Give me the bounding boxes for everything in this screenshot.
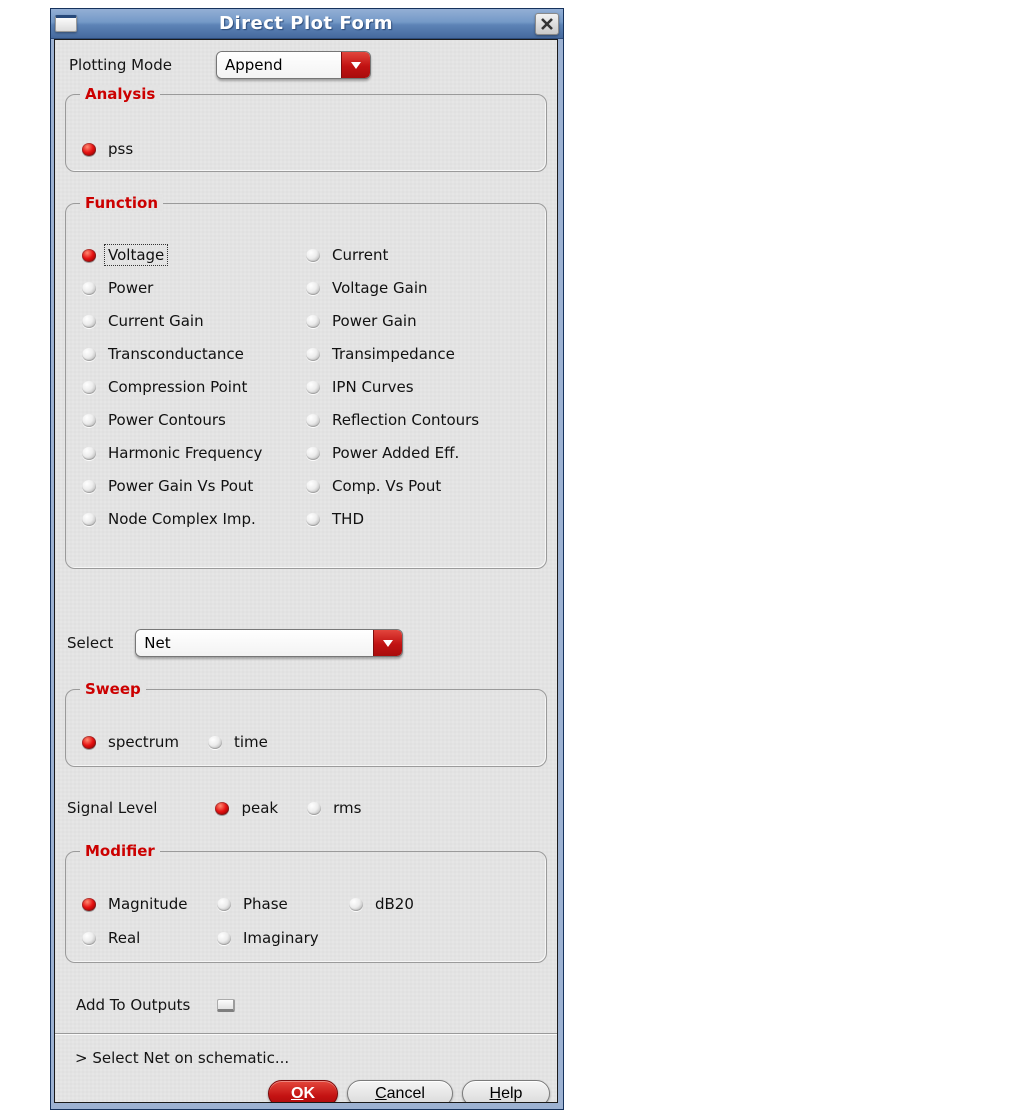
function-radio-option[interactable]: [306, 509, 546, 529]
radio-label: IPN Curves: [332, 378, 414, 396]
radio-label: Voltage: [105, 245, 167, 265]
add-to-outputs-label: Add To Outputs: [76, 996, 191, 1014]
sweep-radio-option[interactable]: [208, 732, 271, 752]
sweep-groupbox: [65, 680, 547, 767]
separator: [55, 1033, 557, 1035]
radio-label: Harmonic Frequency: [108, 444, 263, 462]
radio-icon: [82, 513, 96, 526]
close-icon: [540, 17, 554, 31]
radio-icon: [306, 348, 320, 361]
select-value: Net: [136, 630, 373, 656]
chevron-down-icon: [351, 62, 361, 74]
radio-label: Compression Point: [108, 378, 248, 396]
cancel-button-mnemonic: C: [375, 1084, 387, 1102]
radio-icon: [349, 898, 363, 911]
add-to-outputs-row: [76, 996, 557, 1014]
function-radio-option[interactable]: [82, 377, 306, 397]
function-radio-option[interactable]: [82, 311, 306, 331]
radio-label: Voltage Gain: [332, 279, 428, 297]
window-title: Direct Plot Form: [219, 13, 393, 34]
analysis-options: [66, 95, 546, 159]
plotting-mode-dropdown[interactable]: [216, 51, 371, 79]
function-options: [66, 204, 546, 529]
radio-label: Comp. Vs Pout: [332, 477, 442, 495]
radio-icon: [215, 802, 229, 815]
modifier-options: [66, 852, 546, 948]
radio-icon: [82, 480, 96, 493]
signal-level-row: [67, 798, 557, 818]
radio-label: pss: [108, 140, 134, 158]
function-radio-option[interactable]: [82, 476, 306, 496]
radio-label: Power: [108, 279, 154, 297]
function-radio-option[interactable]: [82, 278, 306, 298]
radio-label: Transconductance: [108, 345, 244, 363]
function-radio-option[interactable]: [82, 509, 306, 529]
sweep-radio-option[interactable]: [82, 732, 182, 752]
ok-button[interactable]: [268, 1080, 338, 1103]
function-radio-option[interactable]: [306, 278, 546, 298]
radio-label: Current Gain: [108, 312, 204, 330]
radio-label: Reflection Contours: [332, 411, 480, 429]
radio-label: time: [233, 733, 268, 751]
radio-label: dB20: [375, 895, 414, 913]
select-dropdown-button[interactable]: [373, 630, 402, 656]
plotting-mode-row: [69, 51, 557, 79]
select-label: Select: [67, 634, 114, 652]
close-button[interactable]: [535, 13, 559, 35]
modifier-radio-option[interactable]: [82, 928, 217, 948]
chevron-down-icon: [383, 640, 393, 652]
help-button[interactable]: [462, 1080, 550, 1103]
window-menu-icon[interactable]: [55, 15, 77, 32]
radio-label: THD: [332, 510, 364, 528]
radio-label: Imaginary: [243, 929, 319, 947]
radio-label: Current: [332, 246, 389, 264]
radio-icon: [306, 249, 320, 262]
modifier-radio-option[interactable]: [349, 894, 546, 914]
function-radio-option[interactable]: [306, 245, 546, 265]
analysis-groupbox: [65, 85, 547, 172]
modifier-radio-option[interactable]: [217, 894, 349, 914]
plotting-mode-dropdown-button[interactable]: [341, 52, 370, 78]
radio-label: Magnitude: [108, 895, 188, 913]
radio-label: Power Contours: [108, 411, 226, 429]
plotting-mode-value: Append: [217, 52, 341, 78]
radio-label: Phase: [243, 895, 288, 913]
analysis-radio-option[interactable]: [82, 139, 136, 159]
radio-icon: [82, 282, 96, 295]
function-radio-option[interactable]: [306, 476, 546, 496]
signal-level-radio-option[interactable]: [215, 798, 281, 818]
function-radio-option[interactable]: [306, 443, 546, 463]
function-radio-option[interactable]: [306, 410, 546, 430]
radio-icon: [217, 898, 231, 911]
function-radio-option[interactable]: [306, 311, 546, 331]
radio-icon: [306, 414, 320, 427]
radio-icon: [306, 447, 320, 460]
function-radio-option[interactable]: [306, 344, 546, 364]
radio-icon: [306, 513, 320, 526]
radio-icon: [307, 802, 321, 815]
radio-icon: [82, 898, 96, 911]
function-groupbox: [65, 194, 547, 569]
ok-button-label: K: [303, 1084, 315, 1102]
radio-label: Power Gain Vs Pout: [108, 477, 254, 495]
direct-plot-form-window: [50, 8, 564, 1110]
modifier-radio-option[interactable]: [82, 894, 217, 914]
radio-icon: [82, 381, 96, 394]
modifier-groupbox: [65, 842, 547, 963]
plotting-mode-label: Plotting Mode: [69, 56, 172, 74]
radio-icon: [82, 143, 96, 156]
cancel-button-label: ancel: [386, 1084, 425, 1102]
cancel-button[interactable]: [347, 1080, 453, 1103]
function-radio-option[interactable]: [82, 245, 306, 265]
modifier-radio-option[interactable]: [217, 928, 349, 948]
function-radio-option[interactable]: [82, 410, 306, 430]
help-button-mnemonic: H: [489, 1084, 502, 1102]
radio-icon: [306, 315, 320, 328]
radio-icon: [82, 414, 96, 427]
sweep-title: Sweep: [80, 680, 146, 698]
titlebar[interactable]: [51, 9, 563, 39]
add-to-outputs-checkbox[interactable]: [217, 999, 235, 1012]
radio-icon: [306, 282, 320, 295]
select-dropdown[interactable]: [135, 629, 403, 657]
modifier-title: Modifier: [80, 842, 160, 860]
analysis-title: Analysis: [80, 85, 160, 103]
radio-icon: [208, 736, 222, 749]
radio-label: peak: [241, 799, 279, 817]
sweep-options: [66, 690, 546, 752]
status-message: > Select Net on schematic...: [75, 1049, 290, 1067]
radio-label: Power Gain: [332, 312, 417, 330]
help-button-label: elp: [501, 1084, 523, 1102]
radio-label: Node Complex Imp.: [108, 510, 256, 528]
signal-level-label: Signal Level: [67, 799, 158, 817]
function-title: Function: [80, 194, 163, 212]
radio-label: spectrum: [108, 733, 179, 751]
function-radio-option[interactable]: [82, 443, 306, 463]
radio-label: Power Added Eff.: [332, 444, 460, 462]
radio-icon: [82, 315, 96, 328]
function-radio-option[interactable]: [306, 377, 546, 397]
ok-button-mnemonic: O: [290, 1084, 304, 1102]
button-row: [55, 1080, 557, 1103]
radio-icon: [306, 480, 320, 493]
radio-icon: [82, 932, 96, 945]
radio-icon: [82, 447, 96, 460]
radio-label: rms: [333, 799, 362, 817]
radio-label: Real: [108, 929, 141, 947]
radio-icon: [82, 249, 96, 262]
signal-level-options: [215, 798, 364, 818]
signal-level-radio-option[interactable]: [307, 798, 364, 818]
radio-label: Transimpedance: [332, 345, 455, 363]
select-row: [67, 629, 557, 657]
form-content: [54, 39, 558, 1103]
radio-icon: [306, 381, 320, 394]
radio-icon: [82, 348, 96, 361]
radio-icon: [217, 932, 231, 945]
radio-icon: [82, 736, 96, 749]
function-radio-option[interactable]: [82, 344, 306, 364]
